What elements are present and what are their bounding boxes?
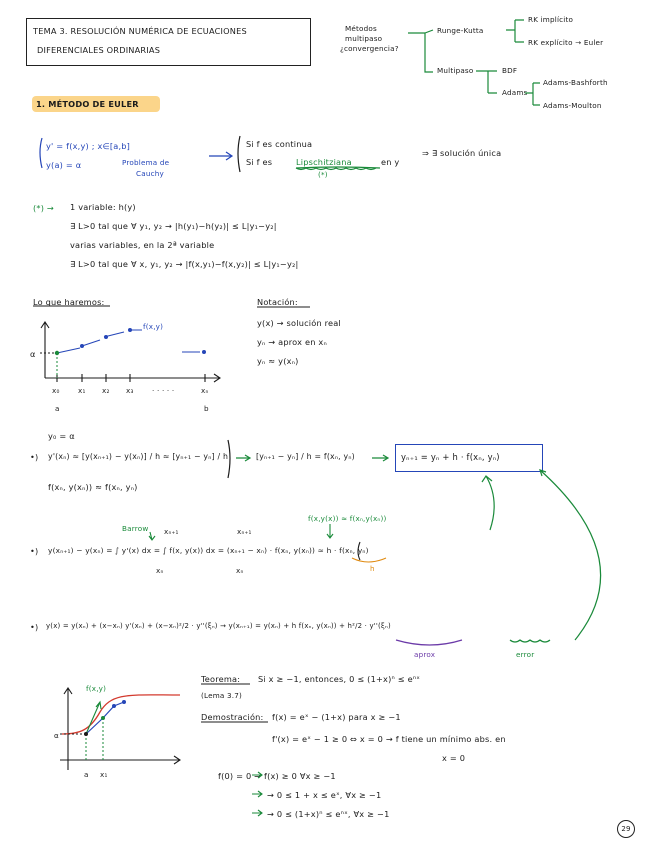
tree-adams: Adams <box>502 88 528 97</box>
deriv3-marks <box>396 640 550 645</box>
cauchy-label-1: Problema de <box>122 158 170 167</box>
graph1-a: a <box>55 404 60 413</box>
demo-line-4: → 0 ≤ 1 + x ≤ eˣ, ∀x ≥ −1 <box>267 790 382 800</box>
deriv1-eq2: [yₙ₊₁ − yₙ] / h = f(xₙ, yₙ) <box>256 452 355 461</box>
demo-line-5: → 0 ≤ (1+x)ⁿ ≤ eⁿˣ, ∀x ≥ −1 <box>267 809 390 819</box>
demo-line-2b: x = 0 <box>442 753 466 763</box>
graph2-alpha: α <box>54 731 59 740</box>
cauchy-marks <box>40 136 380 172</box>
demo-arrows <box>252 772 262 816</box>
deriv1-bullet: •) <box>30 452 39 462</box>
theorem-underlines <box>33 306 310 722</box>
graph1-xn: xₙ <box>201 386 209 395</box>
lip-star: (*) → <box>33 203 54 213</box>
tree-adams-moulton: Adams-Moulton <box>543 101 602 110</box>
lip-one-var: 1 variable: h(y) <box>70 202 136 212</box>
graph1-x2: x₂ <box>102 386 110 395</box>
deriv2-lower-2: xₙ <box>236 566 244 575</box>
graph2-a: a <box>84 770 89 779</box>
cauchy-cond-2-lip: Lipschitziana <box>296 157 352 167</box>
notation-line-2: yₙ → aprox en xₙ <box>257 337 327 347</box>
deriv3-bullet: •) <box>30 622 39 632</box>
graph2-fxy: f(x,y) <box>86 684 107 693</box>
page-number: 29 <box>617 820 635 838</box>
theorem-lemma: (Lema 3.7) <box>201 691 243 700</box>
lip-multi-var-eq: ∃ L>0 tal que ∀ x, y₁, y₂ → |f(x,y₁)−f(x,y₂)| ≤ L|y₁−y₂| <box>70 259 299 269</box>
notation-line-3: yₙ ≈ y(xₙ) <box>257 356 299 366</box>
notation-line-1: y(x) → solución real <box>257 318 341 328</box>
demo-line-2: f'(x) = eˣ − 1 ≥ 0 ⇔ x = 0 → f tiene un mínimo abs. en <box>272 734 506 744</box>
title-line-2: DIFERENCIALES ORDINARIAS <box>37 45 161 55</box>
cauchy-cond-2a: Si f es <box>246 157 273 167</box>
title-line-1: TEMA 3. RESOLUCIÓN NUMÉRICA DE ECUACIONES <box>33 26 247 36</box>
deriv3-eq: y(x) = y(xₙ) + (x−xₙ) y'(xₙ) + (x−xₙ)²/2 · y''(ξₙ) → y(xₙ₊₁) = y(xₙ) + h f(xₙ, y(xₙ)) + h²/2 · y''(ξₙ) <box>46 622 391 630</box>
deriv2-lower-1: xₙ <box>156 566 164 575</box>
demo-line-3: f(0) = 0 → f(x) ≥ 0 ∀x ≥ −1 <box>218 771 336 781</box>
deriv1-eq: y'(xₙ) ≈ [y(xₙ₊₁) − y(xₙ)] / h ≈ [yₙ₊₁ − yₙ] / h <box>48 452 229 461</box>
notation-heading: Notación: <box>257 297 298 307</box>
demo-title: Demostración: <box>201 712 264 722</box>
graph1-x3: x₃ <box>126 386 134 395</box>
tree-rk-implicit: RK implícito <box>528 15 574 24</box>
deriv1-y0: y₀ = α <box>48 431 75 441</box>
deriv2-upper-2: xₙ₊₁ <box>237 527 252 536</box>
lip-multi-var: varias variables, en la 2ª variable <box>70 240 215 250</box>
graph1-x0: x₀ <box>52 386 60 395</box>
deriv3-aprox: aprox <box>414 650 436 659</box>
graph1-dots: · · · · · <box>152 386 175 395</box>
demo-line-1: f(x) = eˣ − (1+x) para x ≥ −1 <box>272 712 401 722</box>
lip-one-var-eq: ∃ L>0 tal que ∀ y₁, y₂ → |h(y₁)−h(y₂)| ≤ L|y₁−y₂| <box>70 221 277 231</box>
graph1-b: b <box>204 404 209 413</box>
deriv3-error: error <box>516 650 535 659</box>
deriv2-bullet: •) <box>30 546 39 556</box>
deriv2-eq: y(xₙ₊₁) − y(xₙ) = ∫ y'(x) dx = ∫ f(x, y(x)) dx = (xₙ₊₁ − xₙ) · f(xₙ, y(xₙ)) ≈ h · f(xₙ, yₙ) <box>48 546 369 555</box>
theorem-title: Teorema: <box>201 674 241 684</box>
deriv2-upper-1: xₙ₊₁ <box>164 527 179 536</box>
cauchy-label-2: Cauchy <box>136 169 164 178</box>
methods-tree-lines <box>408 20 540 105</box>
tree-multipaso: Multipaso <box>437 66 474 75</box>
graph2-x1: x₁ <box>100 770 108 779</box>
graph2 <box>60 688 180 770</box>
what-we-do-heading: Lo que haremos: <box>33 297 105 307</box>
tree-bdf: BDF <box>502 66 518 75</box>
tree-root-1: Métodos <box>345 24 377 33</box>
euler-formula: yₙ₊₁ = yₙ + h · f(xₙ, yₙ) <box>401 452 500 462</box>
tree-root-3: ¿convergencia? <box>340 44 399 53</box>
graph1-steps <box>40 328 206 378</box>
deriv1-marks <box>228 440 601 640</box>
cauchy-cond-mark: (*) <box>318 170 328 179</box>
graph1-x1: x₁ <box>78 386 86 395</box>
tree-adams-bashforth: Adams-Bashforth <box>543 78 608 87</box>
deriv1-approx: f(xₙ, y(xₙ)) ≈ f(xₙ, yₙ) <box>48 482 138 492</box>
deriv2-barrow: Barrow <box>122 524 149 533</box>
theorem-statement: Si x ≥ −1, entonces, 0 ≤ (1+x)ⁿ ≤ eⁿˣ <box>258 674 421 684</box>
cauchy-result: ⇒ ∃ solución única <box>422 148 502 158</box>
cauchy-cond-2b: en y <box>381 157 400 167</box>
tree-root-2: multipaso <box>345 34 383 43</box>
tree-rk-explicit: RK explícito → Euler <box>528 38 604 47</box>
deriv2-f-approx: f(x,y(x)) ≈ f(xₙ,y(xₙ)) <box>308 514 387 523</box>
graph1-fxy: f(x,y) <box>143 322 164 331</box>
cauchy-eq-1: y' = f(x,y) ; x∈[a,b] <box>46 141 131 151</box>
graph1-alpha: α <box>30 349 36 359</box>
deriv2-marks <box>149 524 386 562</box>
cauchy-eq-2: y(a) = α <box>46 160 82 170</box>
cauchy-cond-1: Si f es continua <box>246 139 313 149</box>
tree-rk: Runge-Kutta <box>437 26 484 35</box>
section-heading: 1. MÉTODO DE EULER <box>36 99 139 109</box>
deriv2-h: h <box>370 564 375 573</box>
